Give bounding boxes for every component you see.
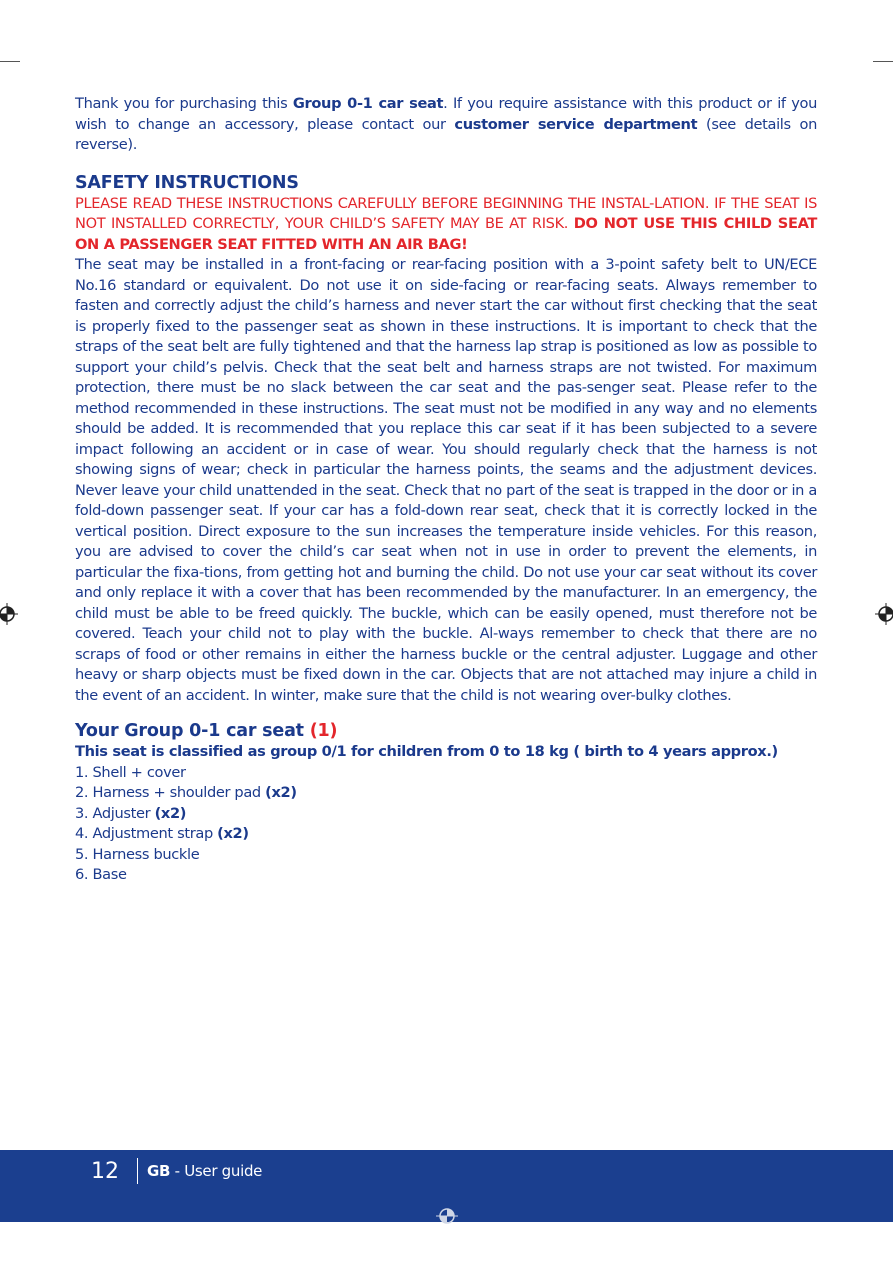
customer-service-label: customer service department: [454, 115, 698, 133]
safety-heading: SAFETY INSTRUCTIONS: [75, 172, 299, 193]
part-quantity: (x2): [154, 804, 187, 822]
intro-text: Thank you for purchasing this: [75, 95, 293, 112]
list-item: [75, 824, 817, 845]
page-number: 12: [91, 1159, 119, 1184]
registration-mark-bottom-icon: [436, 1205, 458, 1227]
footer-divider: [137, 1158, 138, 1184]
crop-mark-top-right: [873, 61, 893, 62]
figure-reference: (1): [309, 721, 338, 741]
guide-text: - User guide: [170, 1162, 263, 1180]
crop-mark-top-left: [0, 61, 20, 62]
part-label: 1. Shell + cover: [75, 763, 186, 781]
list-item: [75, 763, 817, 784]
intro-paragraph: [75, 94, 817, 156]
seat-classification: This seat is classified as group 0/1 for children from 0 to 18 kg ( birth to 4 years approx.): [75, 743, 778, 760]
registration-mark-left-icon: [0, 603, 18, 625]
list-item: [75, 783, 817, 804]
safety-body: The seat may be installed in a front-facing or rear-facing position with a 3-point safety belt to UN/ECE No.16 standard or equivalent. Do not use it on side-facing or rear-facing seats. Always remember to fasten and correctly adjust the child’s harness and never start the car without first checking that the seat is properly fixed to the passenger seat as shown in these instructions. It is important to check that the straps of the seat belt are fully tightened and that the harness lap strap is positioned as low as possible to support your child’s pelvis. Check that the seat belt and harness straps are not twisted. For maximum protection, there must be no slack between the car seat and the pas-senger seat. Please refer to the method recommended in these instructions. The seat must not be modified in any way and no elements should be added. It is recommended that you replace this car seat if it has been subjected to a severe impact following an accident or in case of wear. You should regularly check that the harness is not showing signs of wear; check in particular the harness points, the seams and the adjustment devices. Never leave your child unattended in the seat. Check that no part of the seat is trapped in the door or in a fold-down passenger seat. If your car has a fold-down rear seat, check that it is correctly locked in the vertical position. Direct exposure to the sun increases the temperature inside vehicles. For this reason, you are advised to cover the child’s car seat when not in use in order to prevent the elements, in particular the fixa-tions, from getting hot and burning the child. Do not use your car seat without its cover and only replace it with a cover that has been recommended by the manufacturer. In an emergency, the child must be able to be freed quickly. The buckle, which can be easily opened, must therefore not be covered. Teach your child not to play with the buckle. Al-ways remember to check that there are no scraps of food or other remains in either the harness buckle or the central adjuster. Luggage and other heavy or sharp objects must be fixed down in the car. Objects that are not attached may injure a child in the event of an accident. In winter, make sure that the child is not wearing over-bulky clothes.: [75, 256, 817, 704]
seat-heading: [75, 720, 817, 742]
list-item: [75, 845, 817, 866]
page-content: [75, 94, 817, 886]
list-item: [75, 804, 817, 825]
language-code: GB: [147, 1162, 171, 1180]
airbag-warning: DO NOT USE THIS CHILD SEAT ON A PASSENGER SEAT FITTED WITH AN AIR BAG!: [75, 215, 817, 253]
seat-heading-text: Your Group 0-1 car seat: [75, 721, 310, 741]
part-label: 4. Adjustment strap: [75, 825, 218, 842]
part-label: 3. Adjuster: [75, 804, 155, 822]
footer-guide-label: [147, 1160, 262, 1182]
warning-text: PLEASE READ THESE INSTRUCTIONS CAREFULLY BEFORE BEGINNING THE INSTAL-LATION. IF THE SEAT IS NOT INSTALLED CORRECTLY, YOUR CHILD’S SAFETY MAY BE AT RISK.: [75, 194, 817, 232]
product-name: Group 0-1 car seat: [292, 95, 444, 112]
part-quantity: (x2): [217, 825, 249, 842]
part-quantity: (x2): [265, 784, 297, 801]
part-label: 6. Base: [75, 866, 127, 883]
intro-text: (see details on reverse).: [75, 115, 817, 153]
part-label: 2. Harness + shoulder pad: [75, 784, 266, 801]
intro-text: . If you require assistance with this product or if you wish to change an accessory, please contact our: [75, 95, 818, 133]
parts-list: [75, 763, 817, 886]
registration-mark-right-icon: [875, 603, 893, 625]
safety-warning: [75, 194, 817, 256]
part-label: 5. Harness buckle: [75, 845, 200, 863]
list-item: [75, 865, 817, 886]
